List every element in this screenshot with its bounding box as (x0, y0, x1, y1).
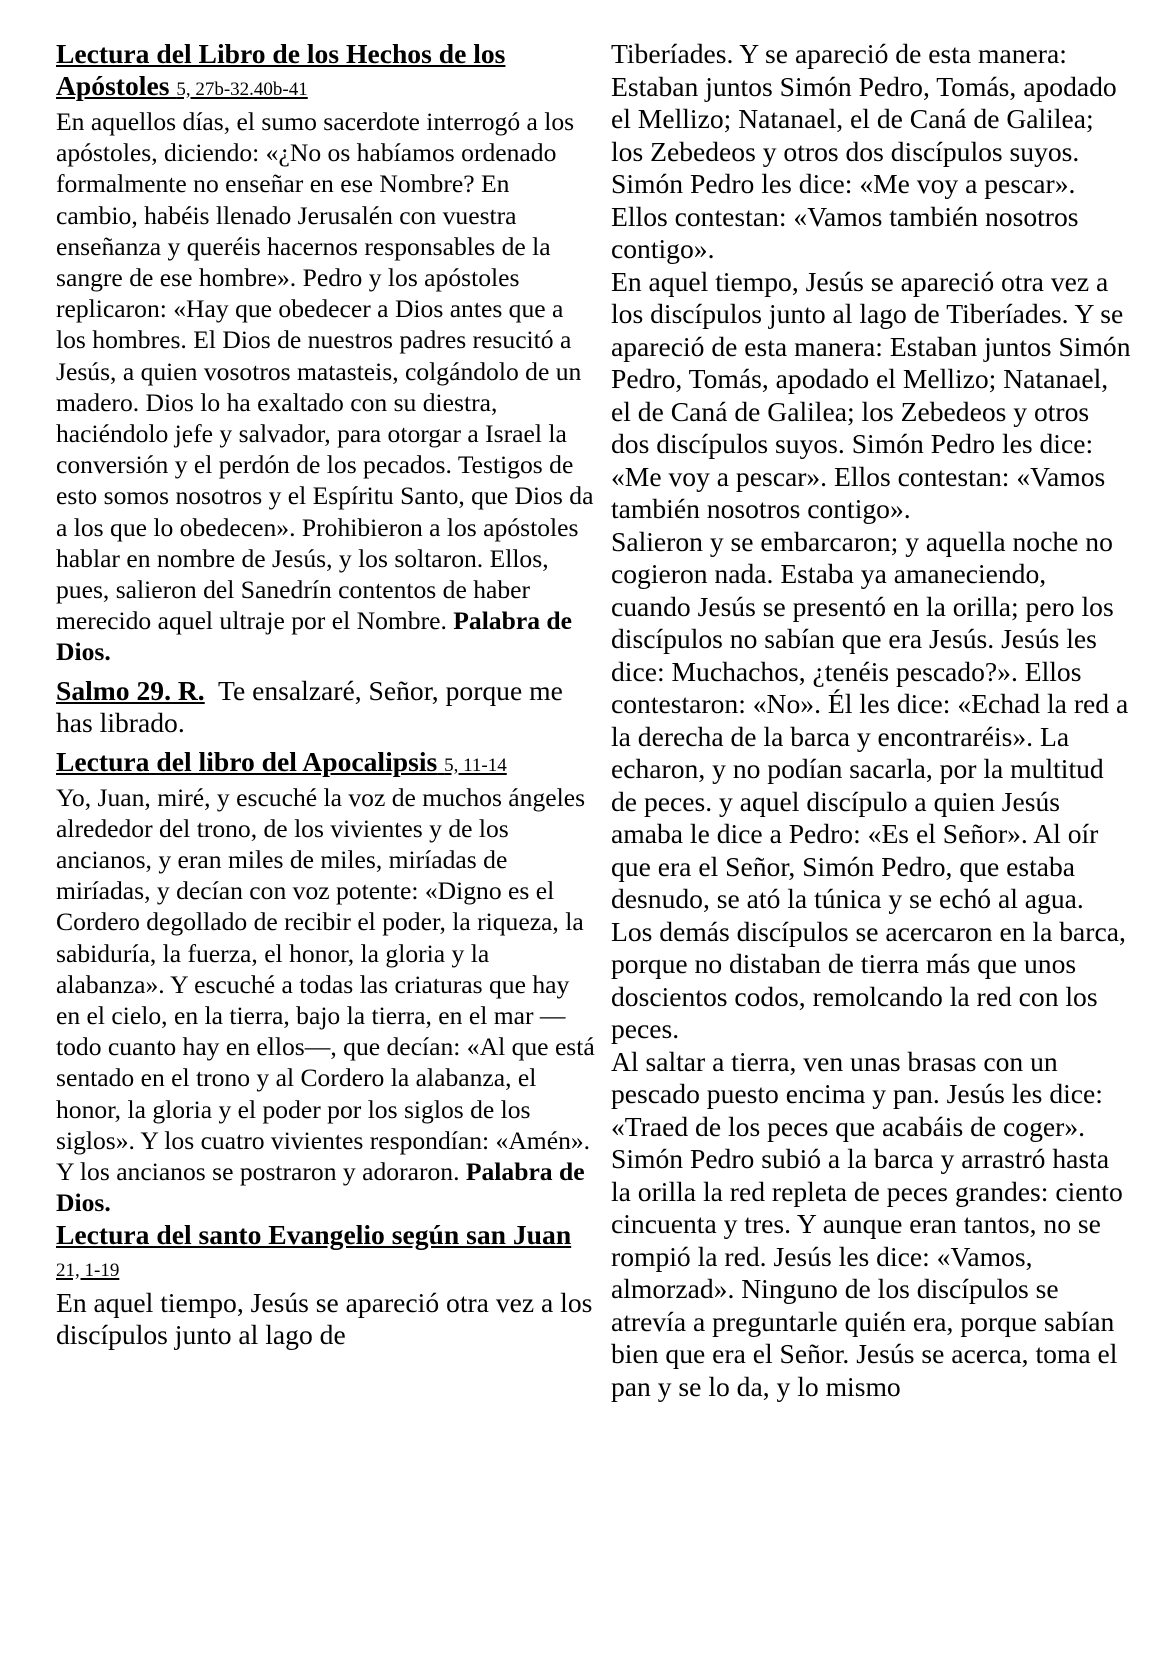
left-column (56, 38, 596, 1352)
psalm-response: Te ensalzaré, Señor, porque me has librado. (56, 674, 563, 738)
gospel-paragraph-4: Al saltar a tierra, ven unas brasas con un pescado puesto encima y pan. Jesús les dice: «Traed de los peces que acabáis de coger». Simón Pedro subió a la barca y arrastró hasta la orilla la red repleta de peces grandes: ciento cincuenta y tres. Y aunque eran tantos, no se rompió la red. Jesús les dice: «Vamos, almorzad». Ninguno de los discípulos se atrevía a preguntarle quién era, porque sabían bien que era el Señor. Jesús se acerca, toma el pan y se lo da, y lo mismo (611, 1045, 1123, 1402)
reading1-body: En aquellos días, el sumo sacerdote interrogó a los apóstoles, diciendo: «¿No os habíamos ordenado formalmente no enseñar en ese Nombre? En cambio, habéis llenado Jerusalén con vuestra enseñanza y queréis hacernos responsables de la sangre de ese hombre». Pedro y los apóstoles replicaron: «Hay que obedecer a Dios antes que a los hombres. El Dios de nuestros padres resucitó a Jesús, a quien vosotros matasteis, colgándolo de un madero. Dios lo ha exaltado con su diestra, haciéndolo jefe y salvador, para otorgar a Israel la conversión y el perdón de los pecados. Testigos de esto somos nosotros y el Espíritu Santo, que Dios da a los que lo obedecen». Prohibieron a los apóstoles hablar en nombre de Jesús, y los soltaron. Ellos, pues, salieron del Sanedrín contentos de haber merecido aquel ultraje por el Nombre. (56, 107, 594, 636)
reading1-closing: Palabra de Dios. (56, 606, 572, 667)
psalm-label: Salmo 29. R. (56, 674, 205, 706)
reading2-body: Yo, Juan, miré, y escuché la voz de muchos ángeles alrededor del trono, de los vivientes y de los ancianos, y eran miles de miles, miríadas de miríadas, y decían con voz potente: «Digno es el Cordero degollado de recibir el poder, la riqueza, la sabiduría, la fuerza, el honor, la gloria y la alabanza». Y escuché a todas las criaturas que hay en el cielo, en la tierra, bajo la tierra, en el mar —todo cuanto hay en ellos—, que decían: «Al que está sentado en el trono y al Cordero la alabanza, el honor, la gloria y el poder por los siglos de los siglos». Y los cuatro vivientes respondían: «Amén». Y los ancianos se postraron y adoraron. (56, 782, 595, 1187)
reading1-paragraph (56, 106, 596, 668)
reading2-title: Lectura del libro del Apocalipsis (56, 745, 438, 777)
reading1-heading (56, 38, 596, 106)
gospel-intro: En aquel tiempo, Jesús se apareció otra vez a los discípulos junto al lago de (56, 1286, 593, 1350)
gospel-paragraph-2: En aquel tiempo, Jesús se apareció otra vez a los discípulos junto al lago de Tiberíades. Y se apareció de esta manera: Estaban juntos Simón Pedro, Tomás, apodado el Mellizo; Natanael, el de Caná de Galilea; los Zebedeos y otros dos discípulos suyos. Simón Pedro les dice: «Me voy a pescar». Ellos contestan: «Vamos también nosotros contigo». (611, 265, 1131, 524)
gospel-heading (56, 1219, 596, 1287)
right-column (611, 38, 1131, 1403)
reading2-heading (56, 746, 596, 782)
reading2-paragraph (56, 782, 596, 1219)
reading1-title: Lectura del Libro de los Hechos de los Apóstoles (56, 38, 506, 101)
gospel-reference: 21, 1-19 (56, 1259, 120, 1281)
gospel-paragraph-3: Salieron y se embarcaron; y aquella noche no cogieron nada. Estaba ya amaneciendo, cuando Jesús se presentó en la orilla; pero los discípulos no sabían que era Jesús. Jesús les dice: Muchachos, ¿tenéis pescado?». Ellos contestaron: «No». Él les dice: «Echad la red a la derecha de la barca y encontraréis». La echaron, y no podían sacarla, por la multitud de peces. y aquel discípulo a quien Jesús amaba le dice a Pedro: «Es el Señor». Al oír que era el Señor, Simón Pedro, que estaba desnudo, se ató la túnica y se echó al agua. Los demás discípulos se acercaron en la barca, porque no distaban de tierra más que unos doscientos codos, remolcando la red con los peces. (611, 525, 1129, 1044)
reading2-reference: 5, 11-14 (444, 754, 507, 776)
reading2-closing: Palabra de Dios. (56, 1157, 585, 1218)
psalm-paragraph (56, 675, 596, 739)
gospel-continuation: Tiberíades. Y se apareció de esta manera: Estaban juntos Simón Pedro, Tomás, apodado el Mellizo; Natanael, el de Caná de Galilea; los Zebedeos y otros dos discípulos suyos. Simón Pedro les dice: «Me voy a pescar». Ellos contestan: «Vamos también nosotros contigo». (611, 38, 1117, 264)
gospel-title: Lectura del santo Evangelio según san Juan (56, 1218, 572, 1250)
reading1-reference: 5, 27b-32.40b-41 (176, 79, 308, 100)
